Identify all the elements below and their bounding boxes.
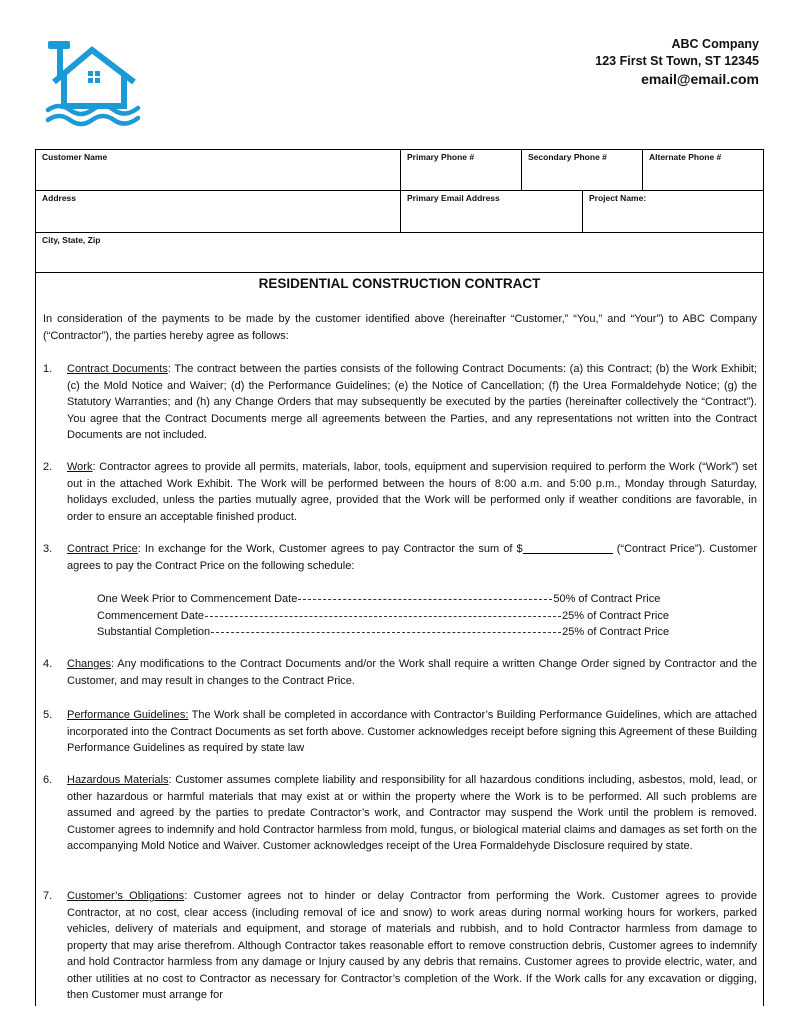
clause-number: 1. [43, 363, 53, 375]
primary-email-label: Primary Email Address [407, 193, 500, 203]
payment-schedule [97, 591, 737, 641]
clause-heading: Work [67, 461, 93, 473]
leader-dots [205, 616, 561, 617]
clause-number: 2. [43, 461, 53, 473]
address-field[interactable] [36, 191, 400, 232]
address-label: Address [42, 193, 77, 203]
primary-phone-field[interactable] [401, 150, 521, 190]
clause-work [43, 459, 757, 525]
clause-customer-obligations [43, 888, 757, 1004]
company-name: ABC Company [671, 37, 759, 51]
company-email: email@email.com [641, 71, 759, 87]
project-name-field[interactable] [583, 191, 763, 232]
clause-text: : The contract between the parties consists of the following Contract Documents: (a) this Contract; (b) the Work Exhibit; (c) the Mold Notice and Waiver; (d) the Performance Guidelines; (e) the Notice of Cancellation; (f) the Urea Formaldehyde Notice; (g) the Statutory Warranties; and (h) any Change Orders that may subsequently be executed by the parties (hereinafter collectively the “Contract”). You agree that the Contract Documents merge all agreements between the Parties, and any representations not written into the Contract Documents are not included. [67, 363, 758, 441]
clause-text: : Contractor agrees to provide all permits, materials, labor, tools, equipment and supervision required to perform the Work (“Work”) set out in the attached Work Exhibit. The Work will be performed between the hours of 8:00 a.m. and 5:00 p.m., Monday through Saturday, holidays excluded, unless the parties mutually agree, provided that the Work will be performed only if weather conditions are favorable, in order to ensure an acceptable finished product. [67, 461, 757, 523]
company-logo [42, 38, 144, 128]
clause-text: The Work shall be completed in accordance with Contractor’s Building Performance Guidelines, which are attached incorporated into the Contract Documents as set forth above. Customer acknowledges receipt before signing this Agreement of these Building Performance Guidelines as required by state law [67, 709, 757, 754]
clause-text: : Customer agrees not to hinder or delay Contractor from performing the Work. Customer agrees to provide Contractor, at no cost, clear access (including removal of ice and snow) to work areas during normal working hours for workers, parked vehicles, delivery of materials and equipment, and storage of materials and rubbish, and to hold Contractor harmless from damage to property that may arise therefrom. Although Contractor takes reasonable effort to remove construction debris, Customer agrees to indemnify and hold Contractor harmless from any damage or Injury caused by any debris that remains. Customer agrees to provide electric, water, and other utilities at no cost to Contractor as necessary for Contractor’s completion of the Work. If the Work calls for any excavation or digging, then Customer must arrange for [67, 890, 758, 1001]
clause-text: (“Contract Price”). Customer agrees to pay the Contract Price on the following schedule: [67, 543, 757, 572]
alternate-phone-label: Alternate Phone # [649, 152, 722, 162]
clause-text: : In exchange for the Work, Customer agrees to pay Contractor the sum of $ [137, 543, 523, 555]
clause-number: 7. [43, 890, 53, 902]
clause-number: 6. [43, 774, 53, 786]
city-state-zip-label: City, State, Zip [42, 235, 101, 245]
clause-heading: Customer’s Obligations [67, 890, 185, 902]
contract-price-input[interactable] [523, 542, 613, 554]
schedule-value: 25% of Contract Price [562, 626, 670, 638]
schedule-value: 25% of Contract Price [562, 609, 669, 622]
contract-title: RESIDENTIAL CONSTRUCTION CONTRACT [258, 276, 541, 291]
city-state-zip-field[interactable] [36, 233, 763, 272]
clause-heading: Changes [67, 658, 112, 670]
clause-contract-documents [43, 361, 757, 444]
clause-number: 3. [43, 543, 53, 555]
clause-contract-price [43, 541, 757, 574]
leader-dots [298, 599, 552, 600]
intro-paragraph: In consideration of the payments to be made by the customer identified above (hereinafter “Customer,” “You,” and “Your”) to ABC Company (“Contractor”), the parties hereby agree as follows: [43, 313, 757, 342]
leader-dots [211, 632, 561, 633]
grid-line [36, 272, 763, 273]
clause-number: 5. [43, 709, 53, 721]
clause-heading: Performance Guidelines: [67, 709, 189, 721]
company-info [595, 36, 759, 89]
project-name-label: Project Name: [589, 193, 647, 203]
clause-changes [43, 656, 757, 689]
clause-hazardous-materials [43, 772, 757, 855]
company-address: 123 First St Town, ST 12345 [595, 54, 759, 68]
schedule-label: One Week Prior to Commencement Date [97, 593, 298, 605]
schedule-value: 50% of Contract Price [553, 593, 661, 605]
schedule-label: Commencement Date [97, 609, 204, 622]
schedule-row [97, 591, 737, 608]
clause-heading: Contract Documents [67, 363, 168, 375]
clause-heading: Hazardous Materials [67, 774, 169, 786]
schedule-row [97, 624, 737, 641]
secondary-phone-label: Secondary Phone # [528, 152, 607, 162]
clause-heading: Contract Price [67, 543, 138, 555]
primary-email-field[interactable] [401, 191, 582, 232]
schedule-label: Substantial Completion [97, 626, 211, 638]
customer-name-field[interactable] [36, 150, 400, 190]
primary-phone-label: Primary Phone # [407, 152, 475, 162]
contract-frame [35, 149, 764, 1006]
clause-number: 4. [43, 658, 53, 670]
clause-text: : Customer assumes complete liability and responsibility for all hazardous conditions including, asbestos, mold, lead, or other hazardous or harmful materials that may exist at or within the property where the Work is to be performed. All such problems are assumed and agreed by the parties to predate Contractor’s work, and Contractor may suspend the Work until the problem is removed. Customer agrees to indemnify and hold Contractor harmless from mold, fungus, or biological material claims and damages as set forth on the accompanying Mold Notice and Waiver. Customer acknowledges receipt of the Urea Formaldehyde Disclosure required by state. [67, 774, 758, 852]
alternate-phone-field[interactable] [643, 150, 763, 190]
clause-text: : Any modifications to the Contract Documents and/or the Work shall require a written Change Order signed by Contractor and the Customer, and may result in changes to the Contract Price. [67, 658, 757, 687]
customer-name-label: Customer Name [42, 152, 108, 162]
schedule-row [97, 608, 737, 625]
clause-performance-guidelines [43, 707, 757, 757]
secondary-phone-field[interactable] [522, 150, 642, 190]
